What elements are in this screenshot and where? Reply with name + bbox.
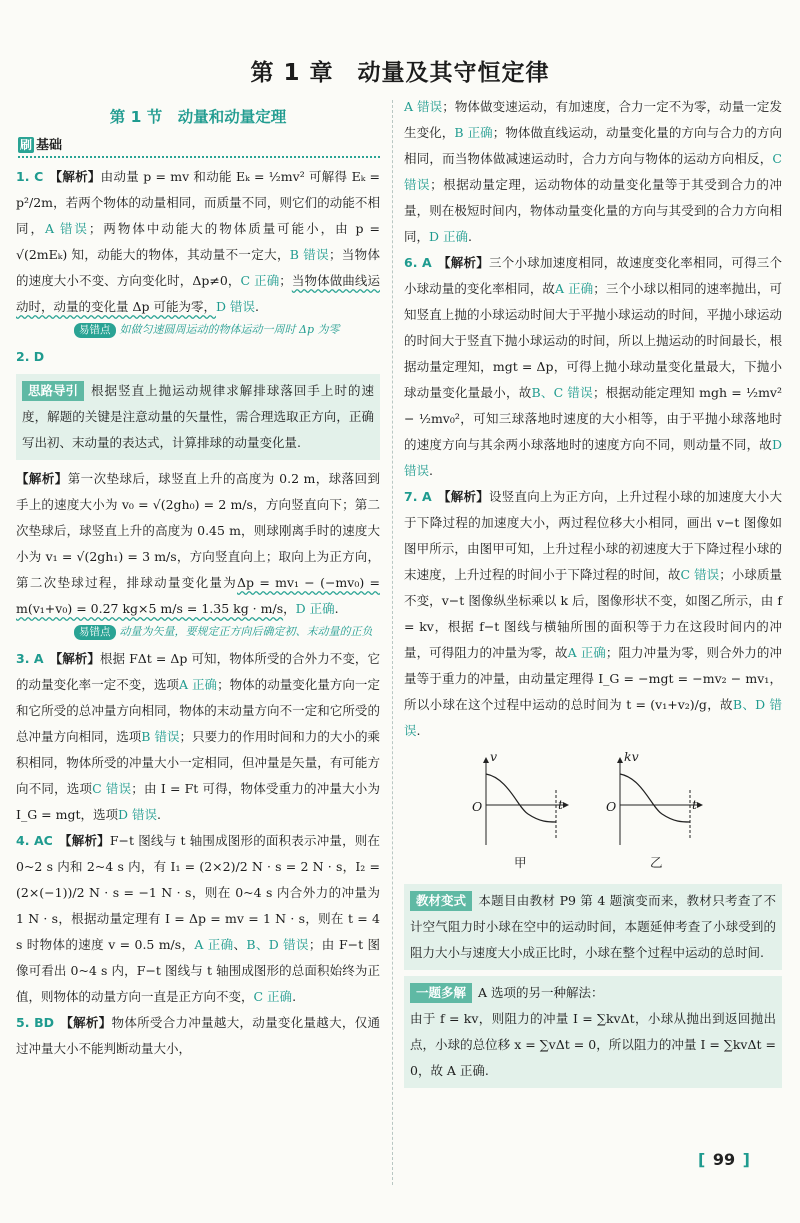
answer-text: . — [156, 807, 161, 822]
answer-text: . — [254, 299, 259, 314]
chapter-title: 第 1 章 动量及其守恒定律 — [250, 60, 550, 86]
answer-text: ；当物体的速度大小不变、方向变化时，Δp≠0， — [16, 247, 380, 288]
page-number-value: 99 — [712, 1150, 736, 1169]
multi-solution-label: 一题多解 — [410, 983, 472, 1003]
graph-b-caption: 乙 — [650, 855, 663, 870]
multi-solution-text: 由于 f = kv，则阻力的冲量 I = ∑kvΔt，小球从抛出到返回抛出点，小球的总位移 x = ∑vΔt = 0，所以阻力的冲量 I = ∑kvΔt = 0，故 A 正确. — [410, 1011, 776, 1078]
analysis-label: 【解析】 — [58, 833, 110, 848]
answer-7 — [404, 484, 782, 744]
option-verdict: C 错误 — [92, 781, 132, 796]
graph-a-y-label: v — [490, 749, 498, 764]
graph-b-x-label: t — [692, 797, 698, 812]
option-verdict: C 正确 — [253, 989, 293, 1004]
option-verdict: B 错误 — [141, 729, 180, 744]
answer-text: . — [416, 723, 421, 738]
answer-5-continued — [404, 94, 782, 250]
option-verdict: B、D 错误 — [404, 697, 782, 738]
answer-text: 物体所受合力冲量越大，动量变化量越大，仅通过冲量大小不能判断动量大小， — [16, 1015, 380, 1056]
option-verdict: A 正确 — [555, 281, 594, 296]
graph-b-y-label: kv — [624, 749, 639, 764]
answer-text: ；由 I = Ft 可得，物体受重力的冲量大小为 I_G = mgt，选项 — [16, 781, 380, 822]
answer-text: . — [429, 463, 433, 478]
error-note — [16, 322, 380, 338]
graph-b — [620, 760, 700, 845]
error-note — [16, 624, 380, 640]
answer-text: 根据 FΔt = Δp 可知，物体所受的合外力不变，它的动量变化率一定不变，选项 — [16, 651, 380, 692]
option-verdict: C 错误 — [404, 151, 782, 192]
answer-text: 第一次垫球后，球竖直上升的高度为 0.2 m，球落回到手上的速度大小为 v₀ = √(2gh₀) = 2 m/s，方向竖直向下；第二次垫球后，球竖直上升的高度为 0.45 m，则球刚离手时的速度大小为 v₁ = √(2gh₁) = 3 m/s，方向竖直向上；取向上为正方向，第二次垫球过程，排球动量变化量为 — [16, 471, 380, 590]
graphs — [404, 750, 782, 880]
analysis-label: 【解析】 — [16, 471, 68, 486]
answer-text: ；小球质量不变，v−t 图像纵坐标乘以 k 后，图像形状不变，如图乙所示，由 f = kv，根据 f−t 图线与横轴所围的面积等于力在这段时间内的冲量，可得阻力的冲量为零，故 — [404, 567, 782, 660]
answer-text: ， — [283, 601, 296, 616]
graph-b-curve — [620, 774, 690, 822]
answer-text: ；物体做直线运动，动量变化量的方向与合力的方向相同，而当物体做减速运动时，合力方向与物体的运动方向相反， — [404, 125, 782, 166]
multi-solution-box — [404, 976, 782, 1088]
underlined-text: 当物体做曲线运动时，动量的变化量 Δp 可能为零， — [16, 273, 380, 314]
option-verdict: B、C 错误 — [531, 385, 593, 400]
analysis-label: 【解析】 — [49, 651, 100, 666]
answer-6 — [404, 250, 782, 484]
answer-2 — [16, 466, 380, 622]
option-verdict: A 错误 — [44, 221, 89, 236]
option-verdict: A 正确 — [178, 677, 218, 692]
thinking-guide-box — [16, 374, 380, 460]
basics-tag: 刷 — [20, 138, 33, 152]
analysis-label: 【解析】 — [49, 169, 101, 184]
answer-text: ；根据动能定理知 mgh = ½mv² − ½mv₀²，可知三球落地时速度的大小相等，由于平抛小球落地时的速度方向与其余两小球落地时的速度方向不同，则动量不同，故 — [404, 385, 782, 452]
option-verdict: D 正确 — [429, 229, 469, 244]
textbook-variant-box — [404, 884, 782, 970]
answer-text: . — [292, 989, 297, 1004]
answer-text: ；物体做变速运动，有加速度，合力一定不为零，动量一定发生变化， — [404, 99, 782, 140]
answer-text: ；三个小球以相同的速率抛出，可知竖直上抛的小球运动时间大于平抛小球运动的时间，平抛小球运动的时间大于竖直下抛小球运动的时间，所以上抛运动的时间最长，根据动量定理知，mgt = Δp，可得上抛小球动量变化量最大，下抛小球动量变化量最小，故 — [404, 281, 782, 400]
answer-text: ； — [279, 273, 292, 288]
section-title: 第 1 节 动量和动量定理 — [109, 108, 287, 126]
answer-text: F−t 图线与 t 轴围成图形的面积表示冲量，则在 0~2 s 内和 2~4 s 内，有 I₁ = (2×2)/2 N · s = 2 N · s，I₂ = (2×(−1))/2 N · s = −1 N · s，则在 0~4 s 内合外力的冲量为 1 N · s，根据动量定理有 I = Δp = mv = 1 N · s，则在 t = 4 s 时物体的速度 v = 0.5 m/s， — [16, 833, 380, 952]
answer-text: . — [334, 601, 339, 616]
answer-5-start — [16, 1010, 380, 1062]
graph-a — [486, 760, 566, 845]
graph-a-curve — [486, 774, 556, 822]
option-verdict: A 错误 — [404, 99, 443, 114]
textbook-variant-text: 本题目由教材 P9 第 4 题演变而来，教材只考查了不计空气阻力时小球在空中的运动时间，本题延伸考查了小球受到的阻力大小与速度大小成正比时，小球在整个过程中运动的总时间. — [410, 893, 776, 960]
right-column — [404, 94, 782, 1094]
error-note-text: 动量为矢量，要规定正方向后确定初、末动量的正负 — [119, 625, 373, 638]
option-verdict: D 错误 — [215, 299, 255, 314]
answer-text: 、 — [233, 937, 247, 952]
answer-text: ；两物体中动能大的物体质量可能小，由 p = √(2mEₖ) 知，动能大的物体，其动量不一定大， — [16, 221, 380, 262]
answer-text: ；根据动量定理，运动物体的动量变化量等于其受到合力的冲量，则在极短时间内，物体动量变化量的方向与其受到的合力方向相同， — [404, 177, 782, 244]
thinking-guide-text: 根据竖直上抛运动规律求解排球落回手上时的速度，解题的关键是注意动量的矢量性，需合理选取正方向，正确写出初、末动量的表达式，计算排球的动量变化量. — [22, 383, 374, 450]
answer-number: 6. A — [404, 255, 432, 270]
answer-1 — [16, 164, 380, 320]
option-verdict: A 正确 — [194, 937, 234, 952]
option-verdict: D 错误 — [404, 437, 782, 478]
graph-a-origin: O — [472, 799, 483, 814]
option-verdict: C 错误 — [680, 567, 720, 582]
answer-text: ；阻力冲量为零，则合外力的冲量等于重力的冲量，由动量定理得 I_G = −mgt = −mv₂ − mv₁，所以小球在这个过程中运动的总时间为 t = (v₁+v₂)/g，故 — [404, 645, 782, 712]
answer-2-number — [16, 344, 380, 370]
error-note-badge: 易错点 — [74, 323, 116, 338]
multi-solution-title: A 选项的另一种解法： — [478, 985, 604, 1000]
answer-text: ；由 F−t 图像可看出 0~4 s 内，F−t 图线与 t 轴围成图形的总面积始终为正值，则物体的动量方向一直是正方向不变， — [16, 937, 380, 1004]
answer-3 — [16, 646, 380, 828]
column-divider — [392, 100, 393, 1185]
basics-label: 基础 — [36, 138, 63, 153]
answer-number: 5. BD — [16, 1015, 55, 1030]
answer-text: 由动量 p = mv 和动能 Eₖ = ½mv² 可解得 Eₖ = p²/2m，若两个物体的动量相同，而质量不同，则它们的动能不相同， — [16, 169, 380, 236]
answer-number: 4. AC — [16, 833, 53, 848]
answer-number: 7. A — [404, 489, 432, 504]
option-verdict: B 错误 — [289, 247, 329, 262]
option-verdict: C 正确 — [240, 273, 280, 288]
option-verdict: A 正确 — [567, 645, 606, 660]
analysis-label: 【解析】 — [437, 255, 489, 270]
option-verdict: B 正确 — [454, 125, 493, 140]
option-verdict: D 正确 — [295, 601, 335, 616]
graph-a-x-label: t — [558, 797, 564, 812]
textbook-variant-label: 教材变式 — [410, 891, 472, 911]
analysis-label: 【解析】 — [437, 489, 489, 504]
answer-text: ；只要力的作用时间和力的大小的乘积相同，物体所受的冲量大小一定相同，但冲量是矢量，有可能方向不同，选项 — [16, 729, 380, 796]
answer-text: ；物体的动量变化量方向一定和它所受的总冲量方向相同，物体的末动量方向不一定和它所受的总冲量方向相同，选项 — [16, 677, 380, 744]
error-note-badge: 易错点 — [74, 625, 116, 640]
answer-4 — [16, 828, 380, 1010]
answer-number: 2. D — [16, 349, 45, 364]
left-column — [16, 164, 380, 1062]
graphs-svg — [404, 750, 782, 880]
page-number: [ 99 ] — [697, 1150, 750, 1169]
underlined-text: Δp = mv₁ − (−mv₀) = m(v₁+v₀) = 0.27 kg×5 m/s = 1.35 kg · m/s — [16, 575, 380, 616]
option-verdict: D 错误 — [117, 807, 157, 822]
answer-number: 1. C — [16, 169, 44, 184]
basics-header — [18, 134, 380, 158]
graph-a-caption: 甲 — [514, 855, 527, 870]
graph-b-origin: O — [606, 799, 617, 814]
error-note-text: 如做匀速圆周运动的物体运动一周时 Δp 为零 — [119, 323, 340, 336]
answer-text: . — [468, 229, 472, 244]
answer-number: 3. A — [16, 651, 44, 666]
answer-text: 设竖直向上为正方向，上升过程小球的加速度大小大于下降过程的加速度大小，两过程位移大小相同，画出 v−t 图像如图甲所示，由图甲可知，上升过程小球的初速度大于下降过程小球的末速度，上升过程的时间小于下降过程的时间，故 — [404, 489, 782, 582]
thinking-guide-label: 思路导引 — [22, 381, 84, 401]
option-verdict: B、D 错误 — [246, 937, 309, 952]
answer-text: 三个小球加速度相同，故速度变化率相同，可得三个小球动量的变化率相同，故 — [404, 255, 782, 296]
analysis-label: 【解析】 — [60, 1015, 112, 1030]
